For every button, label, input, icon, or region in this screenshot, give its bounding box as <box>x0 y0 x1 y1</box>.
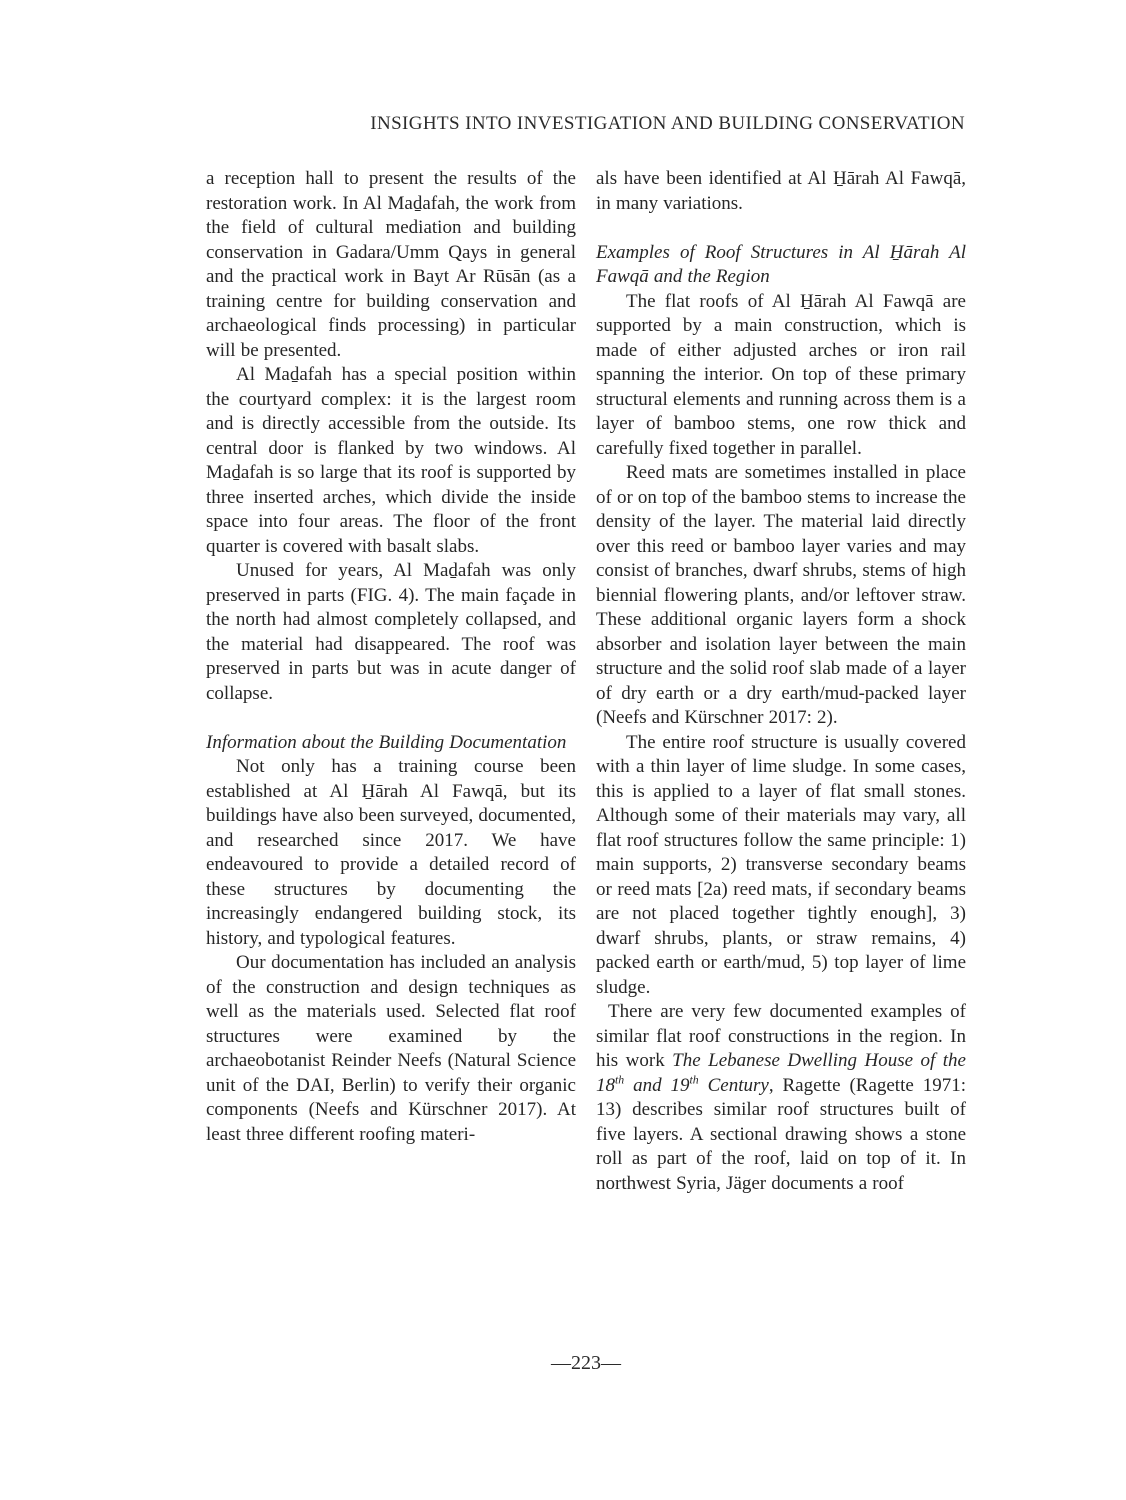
running-head: INSIGHTS INTO INVESTIGATION AND BUILDING CONSERVATION <box>370 113 965 134</box>
text-run: The entire roof structure is usually covered with a thin layer of lime sludge. In some cases, this is applied to a layer of flat small stones. Although some of their materials may vary, all flat roof structures follow the same principle: 1) main supports, 2) transverse secondary beams or reed mats [2a) reed mats, if secondary beams are not placed together tightly enough], 3) dwarf shrubs, plants, or straw remains, 4) packed earth or earth/mud, 5) top layer of lime sludge. <box>596 731 966 998</box>
text-run: The Lebanese Dwelling House of the 18 <box>596 1050 966 1096</box>
section-heading <box>596 241 966 290</box>
paragraph <box>596 1000 966 1196</box>
text-run: Reed mats are sometimes installed in place of or on top of the bamboo stems to increase the density of the layer. The material laid directly over this reed or bamboo layer varies and may consist of branches, dwarf shrubs, stems of high biennial flowering plants, and/or leftover straw. These additional organic layers form a shock absorber and isolation layer between the main structure and the solid roof slab made of a layer of dry earth or a dry earth/mud-packed layer (Neefs and Kürschner 2017: 2). <box>596 462 966 728</box>
text-run: Al Maḏafah has a special position within the courtyard complex: it is the largest room and is directly accessible from the outside. Its central door is flanked by two windows. Al Maḏafah is so large that its roof is supported by three inserted arches, which divide the inside space into four areas. The floor of the front quarter is covered with basalt slabs. <box>206 364 576 557</box>
page-number: —223— <box>551 1352 621 1374</box>
paragraph <box>596 290 966 462</box>
text-run: als have been identified at Al H̱ārah Al Fawqā, in many variations. <box>596 168 966 214</box>
text-run: th <box>689 1073 699 1087</box>
text-run: Information about the Building Documentation <box>206 731 567 753</box>
text-column-left <box>206 167 576 1147</box>
paragraph <box>596 461 966 731</box>
text-run: , Ragette (Ragette 1971: 13) describes similar roof structures built of five layers. A sectional drawing shows a stone roll as part of the roof, laid on top of it. In northwest Syria, Jäger documents a roof <box>596 1074 967 1194</box>
paragraph <box>206 363 576 559</box>
text-run: Our documentation has included an analysis of the construction and design techniques as well as the materials used. Selected flat roof structures were examined by the archaeobotanist Reinder Neefs (Natural Science unit of the DAI, Berlin) to verify their organic components (Neefs and Kürschner 2017). At least three different roofing materi- <box>206 952 576 1145</box>
text-run: There are very few documented examples of similar flat roof constructions in the region. In his work <box>596 1001 966 1071</box>
text-run: Not only has a training course been established at Al H̱ārah Al Fawqā, but its buildings have also been surveyed, documented, and researched since 2017. We have endeavoured to provide a detailed record of these structures by documenting the increasingly endangered building stock, its history, and typological features. <box>206 756 576 949</box>
text-run: Unused for years, Al Maḏafah was only preserved in parts (FIG. 4). The main façade in the north had almost completely collapsed, and the material had disappeared. The roof was preserved in parts but was in acute danger of collapse. <box>206 560 576 704</box>
text-run: Examples of Roof Structures in Al H̱ārah Al Fawqā and the Region <box>596 241 966 287</box>
text-run: Century <box>698 1074 769 1096</box>
paragraph <box>596 167 966 216</box>
text-run: and 19 <box>624 1074 690 1096</box>
text-run: a reception hall to present the results of the restoration work. In Al Maḏafah, the work from the field of cultural mediation and building conservation in Gadara/Umm Qays in general and the practical work in Bayt Ar Rūsān (as a training centre for building conservation and archaeological finds processing) in particular will be presented. <box>206 168 576 361</box>
paragraph <box>206 559 576 706</box>
paragraph <box>596 731 966 1001</box>
paragraph <box>206 167 576 363</box>
paragraph <box>206 951 576 1147</box>
section-heading <box>206 731 576 756</box>
text-column-right <box>596 167 966 1196</box>
text-run: The flat roofs of Al H̱ārah Al Fawqā are supported by a main construction, which is made of either adjusted arches or iron rail spanning the interior. On top of these primary structural elements and running across them is a layer of bamboo stems, one row thick and carefully fixed together in parallel. <box>596 290 966 459</box>
paragraph <box>206 755 576 951</box>
text-run: th <box>615 1073 625 1087</box>
